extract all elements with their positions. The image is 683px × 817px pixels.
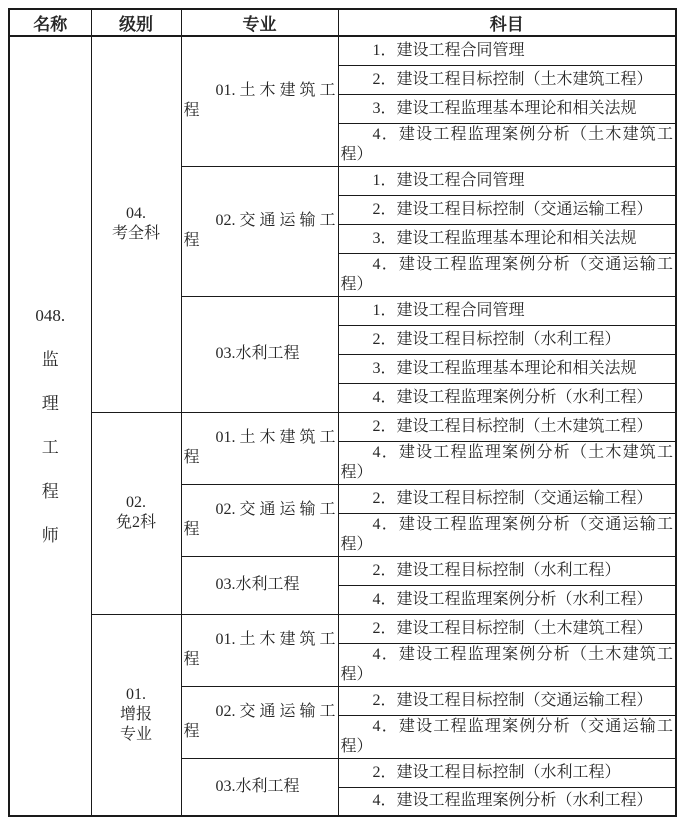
specialty-line: 02.交通运输工	[215, 703, 336, 720]
subject-cell	[338, 787, 676, 816]
subject-line: 2．建设工程目标控制（水利工程）	[372, 763, 621, 781]
subject-line: 4．建设工程监理案例分析（水利工程）	[372, 590, 653, 608]
subject-line: 1．建设工程合同管理	[372, 171, 525, 189]
specialty-cell	[181, 36, 338, 166]
subject-cell	[338, 123, 676, 166]
specialty-line: 01.土木建筑工	[215, 429, 336, 446]
subject-cell	[338, 441, 676, 484]
subject-line: 3．建设工程监理基本理论和相关法规	[372, 99, 637, 117]
column-header-subject: 科目	[338, 9, 676, 36]
specialty-cell	[181, 166, 338, 296]
subject-cell	[338, 65, 676, 94]
level-line: 免2科	[115, 514, 156, 531]
level-line: 04.	[126, 205, 146, 223]
subject-line: 4．建设工程监理案例分析（土木建筑工	[372, 125, 673, 143]
level-line: 考全科	[111, 225, 160, 243]
specialty-line: 程	[183, 449, 200, 466]
subject-cell	[338, 94, 676, 123]
specialty-cell	[181, 556, 338, 614]
exam-subjects-table	[8, 8, 677, 817]
specialty-cell	[181, 614, 338, 686]
subject-cell	[338, 513, 676, 556]
subject-line: 4．建设工程监理案例分析（交通运输工	[372, 717, 673, 735]
name-cell	[9, 36, 91, 816]
subject-line: 4．建设工程监理案例分析（土木建筑工	[372, 443, 673, 461]
subject-cell	[338, 556, 676, 585]
specialty-cell	[181, 686, 338, 758]
subject-line: 程）	[340, 665, 373, 683]
level-cell	[91, 412, 181, 614]
subject-cell	[338, 412, 676, 441]
subject-cell	[338, 253, 676, 296]
subject-cell	[338, 484, 676, 513]
subject-cell	[338, 195, 676, 224]
subject-line: 2．建设工程目标控制（交通运输工程）	[372, 200, 653, 218]
specialty-line: 01.土木建筑工	[215, 631, 336, 648]
subject-cell	[338, 585, 676, 614]
level-line: 增报	[119, 705, 152, 723]
subject-cell	[338, 224, 676, 253]
subject-cell	[338, 614, 676, 643]
specialty-line: 程	[183, 102, 200, 120]
column-header-name: 名称	[9, 9, 91, 36]
subject-cell	[338, 383, 676, 412]
specialty-line: 程	[183, 651, 200, 668]
level-line: 01.	[126, 685, 146, 703]
specialty-line: 02.交通运输工	[215, 212, 336, 229]
specialty-line: 程	[183, 232, 200, 249]
subject-line: 程）	[340, 275, 373, 293]
subject-cell	[338, 296, 676, 325]
subject-cell	[338, 325, 676, 354]
subject-cell	[338, 686, 676, 715]
specialty-line: 03.水利工程	[215, 576, 300, 593]
subject-cell	[338, 758, 676, 787]
subject-line: 2．建设工程目标控制（土木建筑工程）	[372, 417, 653, 435]
subject-line: 4．建设工程监理案例分析（水利工程）	[372, 388, 653, 406]
name-char: 师	[41, 526, 59, 545]
specialty-cell	[181, 758, 338, 816]
name-char: 工	[41, 438, 59, 457]
subject-cell	[338, 643, 676, 686]
specialty-cell	[181, 484, 338, 556]
subject-line: 2．建设工程目标控制（水利工程）	[372, 561, 621, 579]
level-line: 专业	[119, 725, 152, 743]
name-number: 048.	[35, 306, 66, 325]
specialty-line: 程	[183, 723, 200, 740]
specialty-line: 02.交通运输工	[215, 501, 336, 518]
specialty-line: 03.水利工程	[215, 345, 300, 362]
subject-cell	[338, 36, 676, 65]
specialty-line: 程	[183, 521, 200, 538]
subject-line: 程）	[340, 145, 373, 163]
subject-line: 2．建设工程目标控制（交通运输工程）	[372, 489, 653, 507]
subject-line: 1．建设工程合同管理	[372, 301, 525, 319]
specialty-line: 01.土木建筑工	[215, 82, 336, 100]
level-line: 02.	[126, 494, 146, 511]
subject-line: 4．建设工程监理案例分析（水利工程）	[372, 792, 653, 810]
specialty-cell	[181, 296, 338, 412]
table-row	[9, 614, 676, 643]
header-row	[9, 9, 676, 36]
specialty-line: 03.水利工程	[215, 777, 300, 795]
name-char: 程	[41, 482, 59, 501]
subject-cell	[338, 166, 676, 195]
name-char: 理	[41, 394, 59, 413]
name-char: 监	[41, 350, 59, 369]
subject-line: 4．建设工程监理案例分析（土木建筑工	[372, 645, 673, 663]
table-row	[9, 412, 676, 441]
subject-cell	[338, 715, 676, 758]
level-cell	[91, 614, 181, 816]
subject-line: 3．建设工程监理基本理论和相关法规	[372, 229, 637, 247]
subject-line: 2．建设工程目标控制（土木建筑工程）	[372, 70, 653, 88]
column-header-level: 级别	[91, 9, 181, 36]
subject-line: 2．建设工程目标控制（交通运输工程）	[372, 691, 653, 709]
table-row	[9, 36, 676, 65]
level-cell	[91, 36, 181, 412]
subject-cell	[338, 354, 676, 383]
subject-line: 1．建设工程合同管理	[372, 41, 525, 59]
subject-line: 4．建设工程监理案例分析（交通运输工	[372, 515, 673, 533]
subject-line: 程）	[340, 737, 373, 755]
subject-line: 2．建设工程目标控制（水利工程）	[372, 330, 621, 348]
subject-line: 4．建设工程监理案例分析（交通运输工	[372, 255, 673, 273]
column-header-major: 专业	[181, 9, 338, 36]
subject-line: 2．建设工程目标控制（土木建筑工程）	[372, 619, 653, 637]
specialty-cell	[181, 412, 338, 484]
subject-line: 程）	[340, 535, 373, 553]
subject-line: 3．建设工程监理基本理论和相关法规	[372, 359, 637, 377]
subject-line: 程）	[340, 463, 373, 481]
